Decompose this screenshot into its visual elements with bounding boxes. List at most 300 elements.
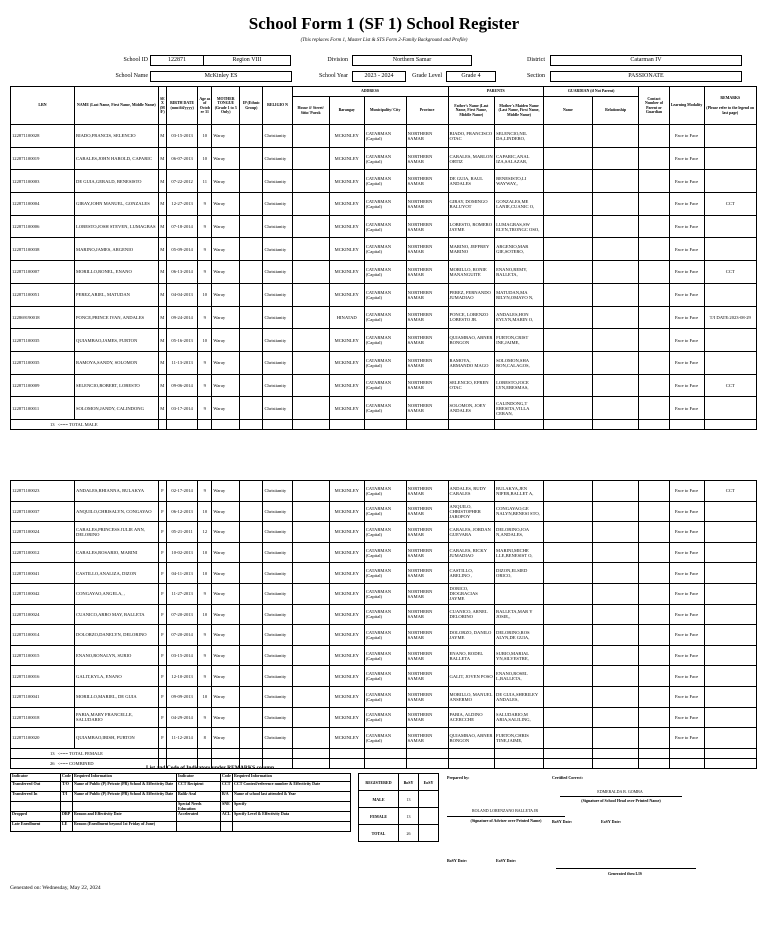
lrn-cell: 122871100004 [11, 193, 75, 216]
remarks-cell [704, 728, 757, 749]
required-info-cell [233, 822, 351, 832]
mother-tongue-cell: Waray [212, 583, 240, 604]
age-cell: 10 [198, 329, 212, 352]
province-cell: NORTHERN SAMAR [406, 501, 448, 522]
father-cell: LOBESTO, ROMERO JAYME [448, 215, 495, 238]
age-cell: 9 [198, 261, 212, 284]
house-cell [292, 707, 329, 728]
barangay-cell: MCKINLEY [329, 238, 364, 261]
age-cell: 10 [198, 147, 212, 170]
lrn-cell: 122871100019 [11, 147, 75, 170]
lrn-cell: 122871100011 [11, 397, 75, 420]
contact-cell [639, 147, 669, 170]
indicator-row [11, 822, 351, 832]
remarks-cell [704, 666, 757, 687]
guardian-name-cell [543, 147, 592, 170]
modality-cell: Face to Face [669, 728, 704, 749]
contact-cell [639, 666, 669, 687]
sex-cell: M [158, 261, 166, 284]
remarks-cell [704, 329, 756, 352]
house-cell [292, 306, 329, 329]
empty-cell [198, 748, 212, 758]
mother-cell: LOBESTO,JOCE LYN,ERESMAS, [495, 374, 544, 397]
name-cell: MARINO,JAMES, ARGENIO [75, 238, 159, 261]
student-row [11, 351, 757, 374]
barangay-cell: MCKINLEY [329, 728, 364, 749]
province-cell: NORTHERN SAMAR [406, 215, 448, 238]
guardian-name-cell [543, 666, 592, 687]
sex-cell: F [158, 583, 166, 604]
sex-cell: M [158, 193, 166, 216]
indicator-header: Indicator [11, 774, 61, 782]
mother-tongue-cell: Waray [212, 329, 240, 352]
sex-cell: F [158, 563, 166, 584]
mother-cell: BULAKYA,JEN NIFER,BALLET A, [495, 481, 544, 502]
guardian-name-cell [543, 563, 592, 584]
birth-date-cell: 07-20-2014 [166, 625, 197, 646]
mother-cell: LUMAGBAS,SW ELYN,TRONGC OSO, [495, 215, 544, 238]
mother-cell: CAPARIC,ANAL IZA,SALAZAR, [495, 147, 544, 170]
province-cell: NORTHERN SAMAR [406, 397, 448, 420]
religion-cell: Christianity [263, 397, 292, 420]
student-row [11, 728, 757, 749]
lrn-header: LRN [11, 87, 75, 125]
barangay-cell: MCKINLEY [329, 170, 364, 193]
father-cell: PONCE, LORENZO LOBESTO JR. [448, 306, 495, 329]
age-cell: 10 [198, 604, 212, 625]
municipality-cell: CATARMAN (Capital) [364, 542, 406, 563]
student-row [11, 261, 757, 284]
barangay-cell: MCKINLEY [329, 481, 364, 502]
guardian-name-cell [543, 238, 592, 261]
name-cell: CABALES,JOHN HAROLD, CAPARIC [75, 147, 159, 170]
remarks-cell [704, 397, 756, 420]
province-cell: NORTHERN SAMAR [406, 563, 448, 584]
mother-cell [495, 583, 544, 604]
summary-female-bosy: 13 [399, 808, 419, 825]
contact-cell [639, 707, 669, 728]
mother-tongue-cell: Waray [212, 374, 240, 397]
religion-header: RELIGIO N [263, 87, 292, 125]
birth-date-cell: 02-17-2014 [166, 481, 197, 502]
indicator-cell: Accelerated [177, 812, 221, 822]
contact-cell [639, 728, 669, 749]
lrn-cell: 122871100041 [11, 686, 75, 707]
house-cell [292, 522, 329, 543]
generated-on: Generated on: Wednesday, May 22, 2024 [10, 885, 101, 891]
mother-tongue-cell: Waray [212, 125, 240, 148]
mother-header: Mother's Maiden Name (Last Name, First Name, Middle Name) [495, 97, 544, 125]
empty-cell [669, 758, 704, 768]
ip-cell [240, 645, 263, 666]
sex-cell: M [158, 351, 166, 374]
total-male-row-label: <=== TOTAL MALE [57, 421, 98, 427]
name-cell: SOLOMON,JANDY, CALINDONG [75, 397, 159, 420]
remarks-cell [704, 707, 757, 728]
remarks-cell [704, 125, 756, 148]
sex-cell: F [158, 501, 166, 522]
age-cell: 9 [198, 193, 212, 216]
remarks-cell [704, 170, 756, 193]
name-cell: MORILLO,MARIEL, DE GUIA [75, 686, 159, 707]
modality-cell: Face to Face [669, 215, 704, 238]
guardian-relationship-cell [592, 542, 639, 563]
guardian-relationship-cell [592, 501, 639, 522]
birth-date-cell: 07-22-2012 [166, 170, 197, 193]
house-cell [292, 481, 329, 502]
name-cell: QUIAMBAO,JAMES, FURTON [75, 329, 159, 352]
house-cell [292, 329, 329, 352]
guardian-relationship-cell [592, 563, 639, 584]
lrn-cell: 122871100035 [11, 329, 75, 352]
modality-cell: Face to Face [669, 397, 704, 420]
combined-row-count: 26 [50, 760, 55, 766]
father-cell: MORILLO, RONIE MANANGUITE [448, 261, 495, 284]
age-cell: 9 [198, 625, 212, 646]
lrn-cell: 122871100051 [11, 283, 75, 306]
sex-cell: F [158, 645, 166, 666]
contact-cell [639, 522, 669, 543]
province-cell: NORTHERN SAMAR [406, 351, 448, 374]
guardian-name-cell [543, 625, 592, 646]
student-row [11, 563, 757, 584]
code-cell: T/O [61, 782, 73, 792]
indicator-row [11, 812, 351, 822]
ip-cell [240, 261, 263, 284]
indicator-cell: CCT Recipient [177, 782, 221, 792]
remarks-cell [704, 645, 757, 666]
guardian-name-cell [543, 481, 592, 502]
house-cell [292, 374, 329, 397]
house-cell [292, 625, 329, 646]
guardian-relationship-cell [592, 170, 639, 193]
form-subtitle: (This replaces Form 1, Master List & STS Form 2-Family Background and Profile) [300, 38, 468, 43]
house-cell [292, 193, 329, 216]
empty-cell [329, 419, 364, 429]
age-cell: 9 [198, 238, 212, 261]
mother-cell: SURIO,MARIAL YN,SILVESTRE, [495, 645, 544, 666]
indicator-rows [11, 782, 351, 832]
modality-cell: Face to Face [669, 283, 704, 306]
name-cell: CABALES,ROSARIO, MARINI [75, 542, 159, 563]
father-cell: QUIAMBAO, ABNER BONGON [448, 728, 495, 749]
birth-date-cell: 09-09-2013 [166, 686, 197, 707]
indicator-cell: Late Enrollment [11, 822, 61, 832]
municipality-cell: CATARMAN (Capital) [364, 625, 406, 646]
indicator-cell: Balik-Aral [177, 792, 221, 802]
ip-cell [240, 501, 263, 522]
lrn-cell: 122871100003 [11, 170, 75, 193]
ip-cell [240, 238, 263, 261]
age-cell: 9 [198, 645, 212, 666]
ip-cell [240, 283, 263, 306]
sex-cell: M [158, 238, 166, 261]
barangay-cell: HINATAD [329, 306, 364, 329]
birth-date-cell: 03-15-2013 [166, 125, 197, 148]
grade-level-label: Grade Level [412, 73, 442, 79]
father-cell: GIRAY, DOMINGO BALUYOT [448, 193, 495, 216]
province-header: Province [406, 97, 448, 125]
guardian-name-cell [543, 351, 592, 374]
barangay-cell: MCKINLEY [329, 147, 364, 170]
religion-cell: Christianity [263, 604, 292, 625]
age-cell: 11 [198, 170, 212, 193]
empty-cell [212, 748, 240, 758]
lrn-cell: 122871100037 [11, 501, 75, 522]
municipality-cell: CATARMAN (Capital) [364, 397, 406, 420]
father-cell: QUIAMBAO, ABNER BONGON [448, 329, 495, 352]
guardian-name-cell [543, 542, 592, 563]
empty-cell [263, 419, 292, 429]
bosy-header: BoSY [399, 774, 419, 791]
contact-cell [639, 563, 669, 584]
municipality-cell: CATARMAN (Capital) [364, 666, 406, 687]
adviser-signature-line [447, 816, 565, 817]
province-cell: NORTHERN SAMAR [406, 238, 448, 261]
ip-cell [240, 625, 263, 646]
modality-cell: Face to Face [669, 329, 704, 352]
remarks-cell [704, 604, 757, 625]
mother-cell: FURTON,CRIST INE,JAIME, [495, 329, 544, 352]
section-value: PASSIONATE [550, 71, 742, 82]
father-cell: RAMOYA, ARMANDO MAGO [448, 351, 495, 374]
student-row [11, 306, 757, 329]
summary-table [358, 773, 439, 842]
ip-cell [240, 481, 263, 502]
student-row [11, 125, 757, 148]
house-cell [292, 283, 329, 306]
total-male-row [11, 419, 757, 429]
empty-cell [495, 758, 544, 768]
province-cell: NORTHERN SAMAR [406, 625, 448, 646]
ip-cell [240, 707, 263, 728]
lrn-cell: 122871100007 [11, 261, 75, 284]
empty-cell [639, 758, 669, 768]
empty-cell [240, 748, 263, 758]
age-cell: 10 [198, 283, 212, 306]
modality-cell: Face to Face [669, 645, 704, 666]
contact-cell [639, 125, 669, 148]
empty-cell [364, 419, 406, 429]
remarks-cell [704, 501, 757, 522]
remarks-cell [704, 686, 757, 707]
name-cell: PEREZ,ARIEL, MATUDAN [75, 283, 159, 306]
remarks-cell: CCT [704, 261, 756, 284]
house-cell [292, 238, 329, 261]
mother-tongue-cell: Waray [212, 193, 240, 216]
father-cell: ANQUILO, CHRISTOPHER JAROPOY [448, 501, 495, 522]
name-cell: DOLORZO,DANELYN, DELORINO [75, 625, 159, 646]
mother-cell: ENANO,REMY, BALLETA, [495, 261, 544, 284]
required-info-header: Required Information [73, 774, 177, 782]
province-cell: NORTHERN SAMAR [406, 481, 448, 502]
contact-cell [639, 645, 669, 666]
sex-cell: M [158, 215, 166, 238]
prepared-by-label: Prepared by: [447, 775, 470, 780]
municipality-cell: CATARMAN (Capital) [364, 193, 406, 216]
contact-cell [639, 193, 669, 216]
contact-cell [639, 501, 669, 522]
ip-cell [240, 170, 263, 193]
modality-header: Learning Modality [669, 87, 704, 125]
ip-cell [240, 686, 263, 707]
mother-cell: SOLOMON,SHA RON,CALAGOS, [495, 351, 544, 374]
mother-tongue-cell: Waray [212, 351, 240, 374]
mother-cell: ANDALES,HON EYLYN,MARIN O, [495, 306, 544, 329]
name-cell: CONGAYAO,ANGELA, , [75, 583, 159, 604]
required-info-cell: Name of Public (P) Private (PR) School & Effectivity Date [73, 792, 177, 802]
required-info-header-2: Required Information [233, 774, 351, 782]
birth-date-cell: 05-16-2013 [166, 329, 197, 352]
age-cell: 9 [198, 666, 212, 687]
birth-date-cell: 09-06-2014 [166, 374, 197, 397]
lrn-cell: 122871100020 [11, 728, 75, 749]
guardian-name-cell [543, 170, 592, 193]
student-row [11, 583, 757, 604]
student-row [11, 707, 757, 728]
religion-cell: Christianity [263, 563, 292, 584]
male-rows [11, 125, 757, 430]
municipality-cell: CATARMAN (Capital) [364, 563, 406, 584]
total-female-row-label: <=== TOTAL FEMALE [57, 750, 103, 756]
sex-cell: M [158, 283, 166, 306]
female-register-table [10, 480, 757, 769]
mother-cell: BENESISTO,LI WAYWAY,, [495, 170, 544, 193]
empty-cell [592, 758, 639, 768]
summary-male-bosy: 13 [399, 791, 419, 808]
modality-cell: Face to Face [669, 604, 704, 625]
house-cell [292, 215, 329, 238]
guardian-relationship-cell [592, 283, 639, 306]
birth-date-cell: 07-20-2013 [166, 604, 197, 625]
code-cell: T/I [61, 792, 73, 802]
guardian-relationship-cell [592, 522, 639, 543]
mother-tongue-cell: Waray [212, 604, 240, 625]
generated-line [556, 868, 696, 869]
contact-cell [639, 625, 669, 646]
name-cell: ANDALES,RHIANNA, BULAKYA [75, 481, 159, 502]
guardian-relationship-cell [592, 306, 639, 329]
province-cell: NORTHERN SAMAR [406, 666, 448, 687]
municipality-cell: CATARMAN (Capital) [364, 481, 406, 502]
religion-cell: Christianity [263, 542, 292, 563]
empty-cell [166, 748, 197, 758]
age-cell: 9 [198, 583, 212, 604]
name-cell: SELENCIO,ROBERT, LOBESTO [75, 374, 159, 397]
contact-cell [639, 329, 669, 352]
guardian-relationship-cell [592, 147, 639, 170]
sex-cell: F [158, 728, 166, 749]
total-female-row-cell [11, 748, 159, 758]
birth-date-cell: 05-21-2011 [166, 522, 197, 543]
lrn-cell: 122871100028 [11, 125, 75, 148]
age-cell: 8 [198, 728, 212, 749]
ip-header: IP (Ethnic Group) [240, 87, 263, 125]
generated-thru: Generated thru LIS [608, 871, 642, 876]
name-cell: QUIAMBAO,IRISH, FURTON [75, 728, 159, 749]
barangay-cell: MCKINLEY [329, 283, 364, 306]
eosy-header: EoSY [419, 774, 439, 791]
empty-cell [158, 419, 166, 429]
ip-cell [240, 329, 263, 352]
guardian-relationship-cell [592, 481, 639, 502]
remarks-cell [704, 625, 757, 646]
lrn-cell: 122871100009 [11, 374, 75, 397]
code-cell [221, 822, 233, 832]
guardian-name-cell [543, 329, 592, 352]
remarks-cell [704, 522, 757, 543]
municipality-cell: CATARMAN (Capital) [364, 261, 406, 284]
municipality-cell: CATARMAN (Capital) [364, 238, 406, 261]
ip-cell [240, 604, 263, 625]
guardian-name-cell [543, 707, 592, 728]
mother-tongue-cell: Waray [212, 215, 240, 238]
name-cell: GIRAY,JOHN MANUEL, GONZALES [75, 193, 159, 216]
barangay-cell: MCKINLEY [329, 563, 364, 584]
guardian-name-cell [543, 283, 592, 306]
contact-cell [639, 215, 669, 238]
indicator-header-2: Indicator [177, 774, 221, 782]
father-cell: CABALES, MARLON ORTIZ [448, 147, 495, 170]
remarks-cell [704, 583, 757, 604]
father-cell: CASTILLO, ABELINO , [448, 563, 495, 584]
division-value: Northern Samar [352, 55, 472, 66]
birth-date-cell: 04-29-2014 [166, 707, 197, 728]
mother-tongue-cell: Waray [212, 501, 240, 522]
age-cell: 9 [198, 374, 212, 397]
ip-cell [240, 306, 263, 329]
religion-cell: Christianity [263, 501, 292, 522]
guardian-relationship-cell [592, 583, 639, 604]
empty-cell [669, 419, 704, 429]
house-cell [292, 686, 329, 707]
mother-tongue-cell: Waray [212, 170, 240, 193]
barangay-cell: MCKINLEY [329, 351, 364, 374]
birth-header: BIRTH DATE (mm/dd/yyyy) [166, 87, 197, 125]
indicator-cell: Special Needs Education [177, 802, 221, 812]
sex-cell: M [158, 374, 166, 397]
female-rows [11, 481, 757, 769]
religion-cell: Christianity [263, 261, 292, 284]
municipality-cell: CATARMAN (Capital) [364, 125, 406, 148]
empty-cell [263, 748, 292, 758]
modality-cell: Face to Face [669, 374, 704, 397]
father-cell: SOLOMON, JOEY ANDALES [448, 397, 495, 420]
empty-cell [704, 419, 756, 429]
name-cell: BIADO,FRANCIS, SELENCIO [75, 125, 159, 148]
guardian-relationship-cell [592, 686, 639, 707]
student-row [11, 147, 757, 170]
guardian-relationship-cell [592, 193, 639, 216]
age-cell: 10 [198, 563, 212, 584]
modality-cell: Face to Face [669, 686, 704, 707]
mother-tongue-cell: Waray [212, 686, 240, 707]
mother-cell: ENANO,ROSEL L,BALLETA, [495, 666, 544, 687]
father-cell: SELENCIO, EFREN OTAC [448, 374, 495, 397]
name-cell: MORILLO,RONEL, ENANO [75, 261, 159, 284]
empty-cell [406, 748, 448, 758]
province-cell: NORTHERN SAMAR [406, 306, 448, 329]
contact-header: Contact Number of Parent or Guardian [639, 87, 669, 125]
mother-cell: BALLETA,MAR Y JOSIE,, [495, 604, 544, 625]
student-row [11, 238, 757, 261]
required-info-cell: Reason (Enrollment beyond 1st Friday of June) [73, 822, 177, 832]
required-info-cell: Specify Level & Effectivity Data [233, 812, 351, 822]
ip-cell [240, 125, 263, 148]
municipality-cell: CATARMAN (Capital) [364, 283, 406, 306]
ip-cell [240, 147, 263, 170]
student-row [11, 329, 757, 352]
